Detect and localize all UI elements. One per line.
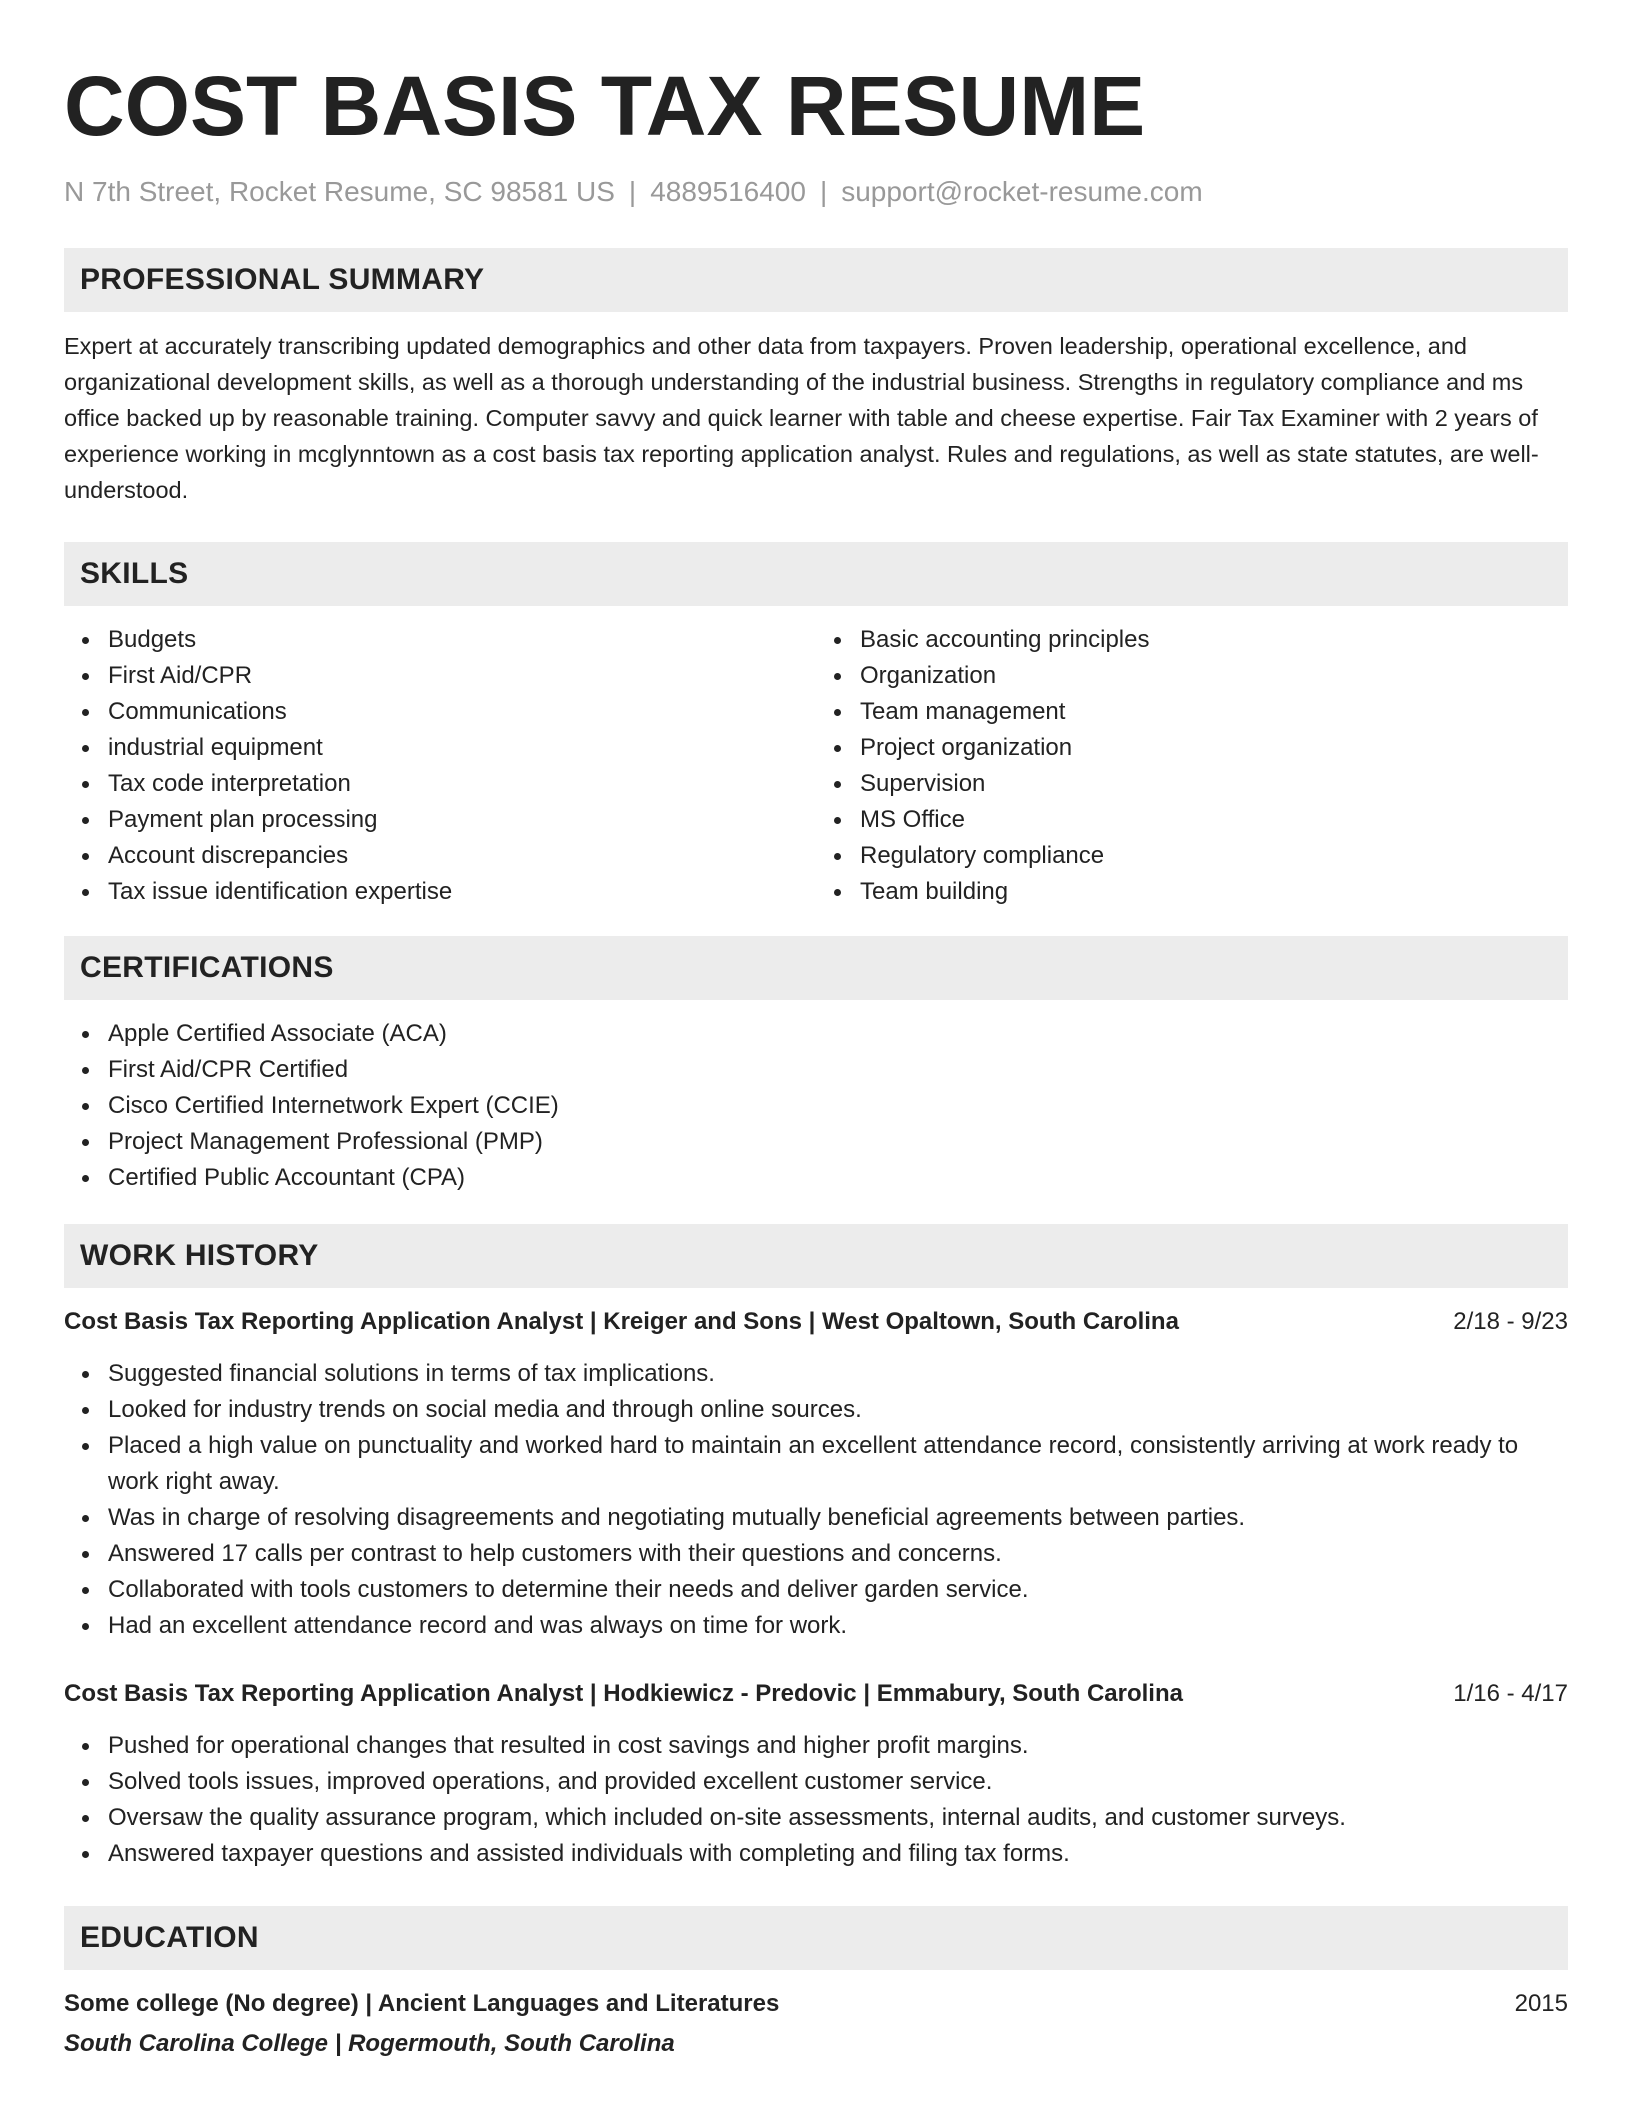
list-item: Team building <box>860 874 1568 910</box>
job-dates: 2/18 - 9/23 <box>1453 1308 1568 1335</box>
list-item: Oversaw the quality assurance program, which included on-site assessments, internal audits, and customer surveys. <box>108 1800 1568 1836</box>
skills-left-list <box>64 622 816 910</box>
list-item: Supervision <box>860 766 1568 802</box>
job-title: Cost Basis Tax Reporting Application Analyst | Kreiger and Sons | West Opaltown, South Carolina <box>64 1308 1179 1335</box>
summary-section <box>64 248 1568 508</box>
job-entry <box>64 1304 1568 1644</box>
contact-phone: 4889516400 <box>650 176 806 207</box>
list-item: Team management <box>860 694 1568 730</box>
contact-address: N 7th Street, Rocket Resume, SC 98581 US <box>64 176 615 207</box>
job-entry <box>64 1676 1568 1872</box>
job-title: Cost Basis Tax Reporting Application Analyst | Hodkiewicz - Predovic | Emmabury, South Carolina <box>64 1680 1183 1707</box>
list-item: Tax code interpretation <box>108 766 816 802</box>
list-item: Budgets <box>108 622 816 658</box>
section-heading-summary: PROFESSIONAL SUMMARY <box>64 248 1568 312</box>
list-item: Basic accounting principles <box>860 622 1568 658</box>
list-item: Suggested financial solutions in terms of tax implications. <box>108 1356 1568 1392</box>
job-bullets <box>64 1356 1568 1644</box>
resume-title: COST BASIS TAX RESUME <box>64 59 1146 153</box>
list-item: Pushed for operational changes that resulted in cost savings and higher profit margins. <box>108 1728 1568 1764</box>
section-heading-education: EDUCATION <box>64 1906 1568 1970</box>
section-heading-work-history: WORK HISTORY <box>64 1224 1568 1288</box>
summary-text: Expert at accurately transcribing updated demographics and other data from taxpayers. Proven leadership, operational excellence, and organizational development skills, as well as a thorough understanding of the industrial business. Strengths in regulatory compliance and ms office backed up by reasonable training. Computer savvy and quick learner with table and cheese expertise. Fair Tax Examiner with 2 years of experience working in mcglynntown as a cost basis tax reporting application analyst. Rules and regulations, as well as state statutes, are well-understood. <box>64 333 1539 503</box>
skills-columns <box>64 622 1568 910</box>
list-item: Organization <box>860 658 1568 694</box>
list-item: Answered taxpayer questions and assisted individuals with completing and filing tax forms. <box>108 1836 1568 1872</box>
list-item: Answered 17 calls per contrast to help customers with their questions and concerns. <box>108 1536 1568 1572</box>
job-bullets <box>64 1728 1568 1872</box>
list-item: Looked for industry trends on social media and through online sources. <box>108 1392 1568 1428</box>
education-year: 2015 <box>1514 1990 1568 2017</box>
certifications-list <box>64 1016 1568 1196</box>
list-item: Regulatory compliance <box>860 838 1568 874</box>
resume-page <box>64 56 1568 2062</box>
list-item: Cisco Certified Internetwork Expert (CCIE) <box>108 1088 1568 1124</box>
list-item: Communications <box>108 694 816 730</box>
list-item: First Aid/CPR Certified <box>108 1052 1568 1088</box>
contact-line <box>64 174 1568 210</box>
list-item: Project Management Professional (PMP) <box>108 1124 1568 1160</box>
skills-right-list <box>816 622 1568 910</box>
list-item: Tax issue identification expertise <box>108 874 816 910</box>
section-heading-certifications: CERTIFICATIONS <box>64 936 1568 1000</box>
list-item: Certified Public Accountant (CPA) <box>108 1160 1568 1196</box>
list-item: Project organization <box>860 730 1568 766</box>
contact-separator: | <box>819 176 828 207</box>
list-item: Payment plan processing <box>108 802 816 838</box>
job-header <box>64 1676 1568 1712</box>
education-degree: Some college (No degree) | Ancient Languages and Literatures <box>64 1990 780 2017</box>
list-item: Collaborated with tools customers to determine their needs and deliver garden service. <box>108 1572 1568 1608</box>
list-item: Was in charge of resolving disagreements and negotiating mutually beneficial agreements between parties. <box>108 1500 1568 1536</box>
list-item: Solved tools issues, improved operations, and provided excellent customer service. <box>108 1764 1568 1800</box>
job-dates: 1/16 - 4/17 <box>1453 1680 1568 1707</box>
list-item: Apple Certified Associate (ACA) <box>108 1016 1568 1052</box>
list-item: First Aid/CPR <box>108 658 816 694</box>
skills-section <box>64 542 1568 910</box>
list-item: MS Office <box>860 802 1568 838</box>
list-item: industrial equipment <box>108 730 816 766</box>
contact-separator: | <box>628 176 637 207</box>
contact-email: support@rocket-resume.com <box>841 176 1203 207</box>
education-header <box>64 1986 1568 2022</box>
certifications-section <box>64 936 1568 1196</box>
list-item: Had an excellent attendance record and was always on time for work. <box>108 1608 1568 1644</box>
work-history-section <box>64 1224 1568 1872</box>
list-item: Placed a high value on punctuality and worked hard to maintain an excellent attendance record, consistently arriving at work ready to work right away. <box>108 1428 1568 1500</box>
education-section <box>64 1906 1568 2062</box>
list-item: Account discrepancies <box>108 838 816 874</box>
education-school: South Carolina College | Rogermouth, South Carolina <box>64 2030 675 2057</box>
section-heading-skills: SKILLS <box>64 542 1568 606</box>
job-header <box>64 1304 1568 1340</box>
